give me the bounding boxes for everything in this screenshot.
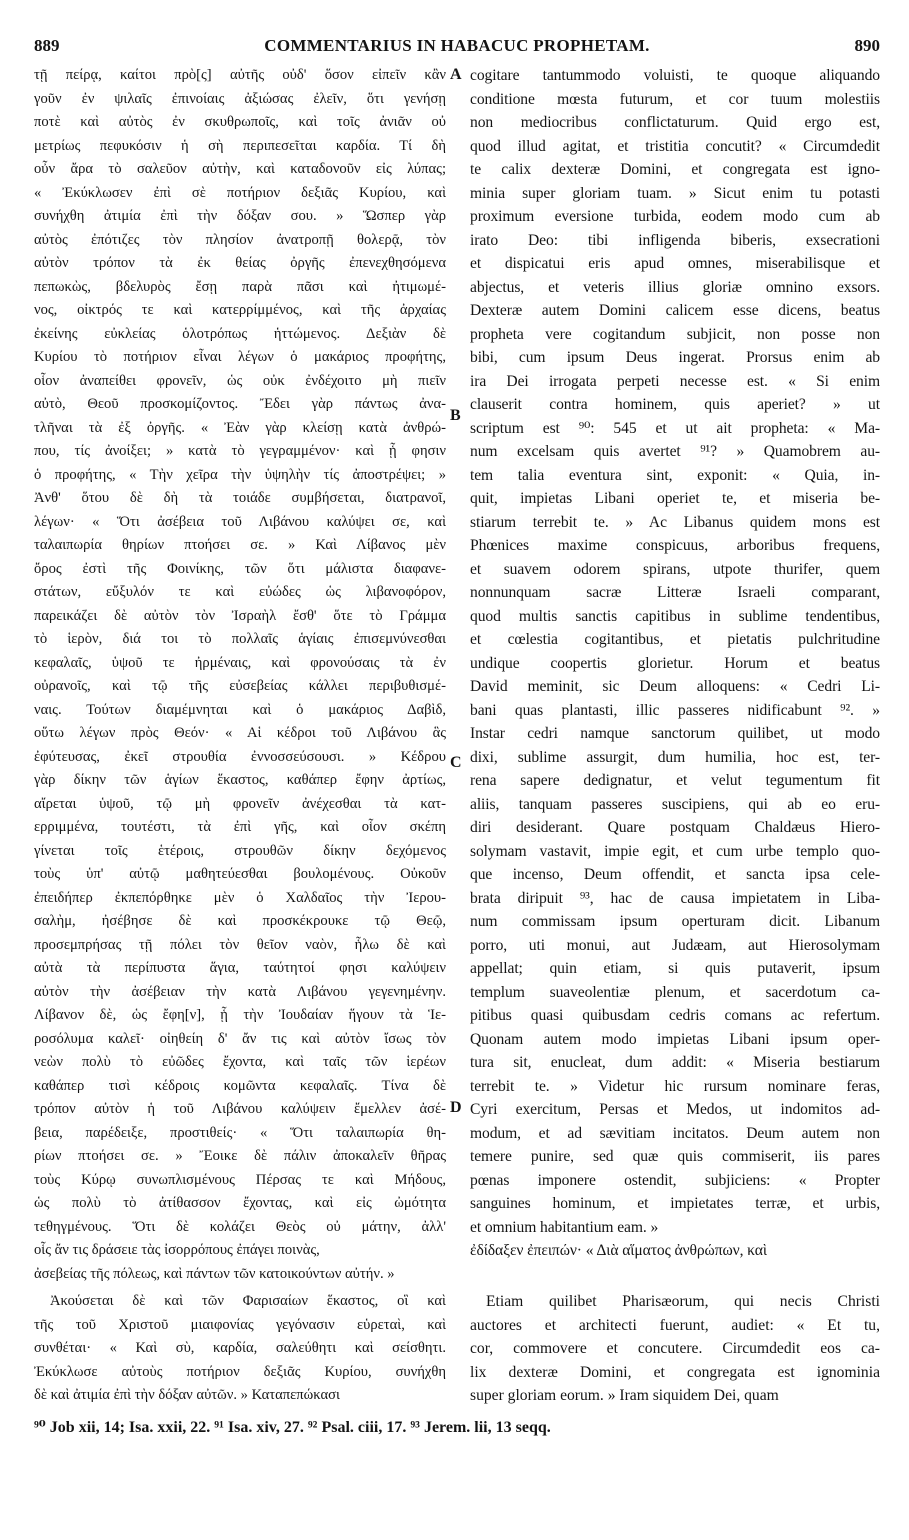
text-line: conditione mœsta futurum, et cor tuum molestiis (470, 90, 880, 108)
full-width-line: ἀσεβείας τῆς πόλεως, καὶ πάντων τῶν κατοικούντων αὐτήν. » (34, 1266, 395, 1282)
text-line: te calix dexteræ Domini, et congregata est igno- (470, 161, 880, 178)
text-line: ὡς πολὺ τὸ ἀτίθασσον ἔχοντας, καὶ εἰς ὠμότητα (34, 1195, 446, 1211)
full-width-line-container (34, 1263, 880, 1287)
text-line: diri desiderant. Quare postquam Chaldæus Hiero- (470, 819, 880, 836)
text-line: οἷον ἀναπείθει φρονεῖν, ὡς οὐκ ἐνδέχοιτο μὴ πιεῖν (34, 372, 446, 389)
text-line: γίνεται τοῖς ἑτέροις, στρουθῶν δίκην δεχόμενος (34, 842, 446, 859)
text-line: συνθέται· « Καὶ σὺ, καρδία, σαλεύθητι καὶ σείσθητι. (34, 1340, 446, 1356)
text-line: αὐτὸς ἐπότιζες τὸν πλησίον ἀνατροπῇ θολερᾷ, τὸν (34, 231, 446, 248)
text-line: Κυρίου τὸ ποτήριον εἶναι λέγων ὁ μακάριος προφήτης, (34, 349, 446, 365)
text-line: τοὺς ὑπ' αὐτῷ μαθητεύεσθαι βουλομένους. Οὐκοῦν (34, 866, 446, 882)
text-line: templum suaveolentiæ plenum, et sacerdotum ca- (470, 983, 880, 1001)
text-line: γὰρ δίκην τῶν ἁγίων ἕκαστος, καθάπερ ἔφην ἀρτίως, (34, 772, 446, 788)
text-line: βεια, παρέδειξε, προστιθείς· « Ὅτι ταλαιπωρία θη- (34, 1124, 446, 1141)
text-line: num excelsam quis avertet ⁹¹? » Quamobrem au- (470, 443, 880, 460)
text-line: συνήχθη ἀτιμία ἐπὶ τὴν δόξαν σου. » Ὥσπερ γὰρ (34, 208, 446, 224)
text-line: τλῆναι τὰ ἐξ ὀργῆς. « Ἐὰν γὰρ κλείσῃ κατὰ ἀνθρώ- (34, 419, 446, 436)
margin-marker-a: A (450, 66, 462, 83)
text-line: David meminit, sic Deum alloquens: « Cedri Li- (470, 678, 880, 695)
text-line: ναις. Τούτων διαμέμνηται καὶ ὁ μακάριος Δαβὶδ, (34, 701, 446, 718)
running-title: COMMENTARIUS IN HABACUC PROPHETAM. (264, 36, 650, 55)
text-line: ἐκείνης εὐκλείας ὁλοτρόπως ἡττώμενος. Δεξιὰν δὲ (34, 325, 446, 342)
text-line: dixi, sublime assurgit, dum humilia, hoc est, ter- (470, 748, 880, 766)
text-line: γοῦν ἐν ψιλαῖς ἐπινοίαις ἀξιώσας ἐλεῖν, ὅτι γενήσῃ (34, 90, 446, 107)
text-line: παρεικάζει δὲ αὐτὸν τὸν Ἰσραὴλ ἔσθ' ὅτε τὸ Γράμμα (34, 607, 446, 624)
text-line: ρίων πτοήσει σε. » Ἔοικε δὲ πάλιν ἀποκαλεῖν θῆρας (34, 1148, 446, 1164)
text-line: τοὺς Κύρῳ συνωπλισμένους Πέρσας τε καὶ Μήδους, (34, 1171, 446, 1188)
text-line: αὐτὸν τρόπον τὰ ἐκ θείας ὀργῆς ἐπενεχθησόμενα (34, 255, 446, 271)
text-line: σαλὴμ, ἠσέβησε δὲ καὶ προσκέκρουκε τῷ Θεῷ, (34, 913, 446, 929)
text-line: ταλαιπωρία θηρίων πτοήσει σε. » Καὶ Λίβανος μὲν (34, 537, 446, 553)
text-line: non mediocribus conflictaturum. Quid ergo est, (470, 114, 880, 131)
text-line: ποτὲ καὶ αὐτὸς ἐν σκυθρωποῖς, καὶ τοῖς ἀνιᾶν οὐ (34, 114, 446, 130)
text-line: auctores et architecti fuerunt, audiet: « Et tu, (470, 1316, 880, 1334)
text-line: ἐφύτευσας, ἐκεῖ στρουθία ἐννοσσεύσουσι. » Κέδρου (34, 748, 446, 765)
text-line: rena sapere dedignatur, et velut tegumentum fit (470, 772, 880, 789)
text-line: αὐτὰ τὰ περίπυστα ἅγια, ταύτητοί φησι καλύψειν (34, 960, 446, 976)
text-line: Etiam quilibet Pharisæorum, qui necis Christi (486, 1293, 880, 1310)
text-line: αἴρεται ὑψοῦ, τῷ μὴ φρονεῖν ἀνέχεσθαι τὰ κατ- (34, 795, 446, 812)
text-line: οὐρανοῖς, καὶ τῷ τῆς εὐσεβείας κάλλει περιβυθισμέ- (34, 678, 446, 694)
text-line: num commissam ipsum operturam dicit. Libanum (470, 913, 880, 930)
text-line: κεφαλαῖς, ὑψοῦ τε ἠρμέναις, καὶ φρονούσαις τὰ ἐν (34, 654, 446, 671)
text-line: pœnas imponere ostendit, subjiciens: « Propter (470, 1171, 880, 1189)
text-line: stiarum terrebit te. » Ac Libanus quidem mons est (470, 513, 880, 531)
text-line: Ἀκούσεται δὲ καὶ τῶν Φαρισαίων ἕκαστος, οἳ καὶ (50, 1293, 446, 1309)
text-line: abjectus, et veteris illius gloriæ omnino exsors. (470, 278, 880, 296)
text-line: clauserit contra hominem, quis aperiet? » ut (470, 396, 880, 413)
text-line: super gloriam eorum. » Iram siquidem Dei, quam (470, 1387, 779, 1404)
text-line: appellat; quin etiam, si quis putaverit, ipsum (470, 960, 880, 977)
text-line: bibi, cum ipsum Deus ingerat. Prorsus enim ab (470, 349, 880, 366)
text-line: brata diripuit ⁹³, hac de causa impietatem in Liba- (470, 889, 880, 907)
text-line: et cœlestia cogitantibus, et pietatis pulchritudine (470, 631, 880, 648)
text-line: τεθηγμένους. Ὅτι δὲ κολάζει Θεὸς οὐ μάτην, ἀλλ' (34, 1218, 446, 1235)
text-line: ἐδίδαξεν ἐπειπών· « Διὰ αἵματος ἀνθρώπων, καὶ (470, 1242, 767, 1259)
text-line: οὖν ἄρα τὸ σαλεῦον αὐτὴν, καὶ καταδονοῦν εἰς λύπας; (34, 161, 446, 177)
page-number-right: 890 (854, 36, 880, 55)
text-line: Phœnices maxime conspicuus, arboribus frequens, (470, 537, 880, 554)
margin-marker-c: C (450, 754, 462, 771)
text-line: quit, impietas Libani operiet te, et miseria be- (470, 490, 880, 507)
text-line: Ἐκύκλωσε αὐτοὺς ποτήριον δεξιᾶς Κυρίου, συνήχθη (34, 1363, 446, 1380)
text-line: que incenso, Deum offendit, et sancta ipsa cele- (470, 866, 880, 883)
latin-column (470, 64, 880, 1263)
text-line: Ἀνθ' ὅτου δὲ δὴ τὰ τοιάδε συμβήσεται, διατρανοῖ, (34, 490, 446, 506)
text-line: solymam vastavit, impie egit, et cum urbe templo quo- (470, 842, 880, 860)
text-line: quod multis sanctis capitibus in sublime tendentibus, (470, 607, 880, 625)
text-line: et omnium habitantium eam. » (470, 1218, 659, 1236)
text-line: sanguines hominum, et impietates terræ, et urbis, (470, 1195, 880, 1212)
text-line: νεὼν πολὺ τὸ εὐῶδες ἔχοντα, καὶ ταῖς τῶν ἱερέων (34, 1054, 446, 1070)
text-line: Instar cedri namque sanctorum quilibet, ut modo (470, 725, 880, 742)
text-line: ἐπειδήπερ ἐκπεπόρθηκε μὲν ὁ Χαλδαῖος τὴν Ἰερου- (34, 889, 446, 906)
text-line: πεπωκὼς, βδελυρὸς ἔσῃ παρὰ πᾶσι καὶ ἠτιμωμέ- (34, 278, 446, 295)
text-line: τρόπον αὐτὸν ἡ τοῦ Λιβάνου καλύψειν ἔμελλεν ἀσέ- (34, 1101, 446, 1117)
footnotes: ⁹⁰ Job xii, 14; Isa. xxii, 22. ⁹¹ Isa. xiv, 27. ⁹² Psal. ciii, 17. ⁹³ Jerem. lii, 13 seqq. (34, 1419, 551, 1436)
text-line: στάτων, εὔξυλόν τε καὶ εὐώδες ὡς λιβανοφόρον, (34, 584, 446, 600)
text-line: modum, et ad sævitiam incitatos. Deum autem non (470, 1124, 880, 1142)
text-line: Cyri exercitum, Persas et Medos, ut indomitos ad- (470, 1101, 880, 1118)
text-line: cogitare tantummodo voluisti, te quoque aliquando (470, 67, 880, 84)
greek-column-continued (34, 1290, 446, 1408)
text-line: nonnunquam sacræ Litteræ Israeli comparant, (470, 584, 880, 601)
text-line: cor, commovere et concutere. Circumdedit eos ca- (470, 1340, 880, 1357)
text-line: Quonam autem modo impietas Libani ipsum oper- (470, 1030, 880, 1048)
text-line: καθάπερ τισὶ κέδροις κομῶντα κεφαλαῖς. Τίνα δὲ (34, 1077, 446, 1094)
text-line: προσεμπρήσας τῇ πόλει τὸν θεῖον ναὸν, ἧλω δὲ καὶ (34, 936, 446, 953)
text-line: irato Deo: tibi infligenda biberis, exsecrationi (470, 231, 880, 249)
text-line: ira Dei irrogata perpeti necesse est. « Si enim (470, 372, 880, 390)
text-line: οἷς ἄν τις δράσειε τὰς ἰσορρόπους ἐπάγει ποινὰς, (34, 1242, 320, 1258)
text-line: οὕτω λέγων πρὸς Θεόν· « Αἱ κέδροι τοῦ Λιβάνου ἃς (34, 725, 446, 741)
text-line: scriptum est ⁹⁰: 545 et ut ait propheta: « Ma- (470, 419, 880, 437)
margin-marker-d: D (450, 1099, 462, 1116)
text-line: porro, uti monui, aut Judæam, aut Hierosolymam (470, 936, 880, 954)
text-line: που, τίς ἀνοίξει; » κατὰ τὸ γεγραμμένον· καὶ ᾗ φησιν (34, 443, 446, 459)
running-header (34, 36, 880, 60)
text-line: ὄρος ἐστὶ τῆς Φοινίκης, τῶν ὅτι μάλιστα διαφανε- (34, 560, 446, 577)
text-line: λέγων· « Ὅτι ἀσέβεια τοῦ Λιβάνου καλύψει σε, καὶ (34, 513, 446, 530)
text-line: quod illud agitat, et tristitia concutit? « Circumdedit (470, 137, 880, 155)
text-line: tem talia eventura sint, exponit: « Quia, in- (470, 466, 880, 484)
text-line: et dispicatui eris apud omnes, miserabilisque et (470, 255, 880, 272)
text-line: lix dexteræ Domini, et congregata est ignominia (470, 1363, 880, 1381)
text-line: proximum eversione turbida, eodem modo cum ab (470, 208, 880, 225)
text-line: Λίβανον δὲ, ὡς ἔφη[ν], ᾗ τὴν Ἰουδαίαν ἥγουν τὰ Ἱε- (34, 1007, 446, 1023)
text-line: αὐτὸ, Θεοῦ προσκομίζοντος. Ἔδει γὰρ πάντως ἀνα- (34, 396, 446, 412)
text-line: τῆς τοῦ Χριστοῦ μιαιφονίας γεγόνασιν εὑρεταὶ, καὶ (34, 1316, 446, 1333)
text-line: μετρίως πεφυκόσιν ἡ σὴ περιπεσεῖται καρδία. Τί δὴ (34, 137, 446, 154)
text-line: ερριμμένα, τουτέστι, τὰ ἐπὶ γῆς, καὶ οἷον σκέπη (34, 819, 446, 835)
greek-column (34, 64, 446, 1263)
text-line: terrebit te. » Videtur hic rursum nominare feras, (470, 1077, 880, 1095)
latin-column-continued (470, 1290, 880, 1408)
text-line: Dexteræ autem Domini calicem esse dicens, beatus (470, 302, 880, 319)
text-line: αὐτὸν τὴν ἀσέβειαν τὴν κατὰ Λιβάνου γεγενημένην. (34, 983, 446, 1000)
text-line: et suavem odorem spirans, utpote thurifer, quem (470, 560, 880, 578)
text-line: τὸ ἱερὸν, διά τοι τὸ πολλαῖς ἁγίαις ἐπισεμνύνεσθαι (34, 631, 446, 647)
text-line: undique coopertis glorietur. Horum et beatus (470, 654, 880, 672)
text-line: tura sit, enucleat, dum addit: « Miseria bestiarum (470, 1054, 880, 1071)
text-line: aliis, tanquam passeres suscipiens, qui ab eo eru- (470, 795, 880, 813)
text-line: bani quas plantasti, illic passeres nidificabunt ⁹². » (470, 701, 880, 719)
text-line: δὲ καὶ ἀτιμία ἐπὶ τὴν δόξαν αὐτῶν. » Καταπεπώκασι (34, 1387, 340, 1403)
text-line: temere punire, sed quæ quis commiserit, iis pares (470, 1148, 880, 1165)
text-line: ροσόλυμα καλεῖ· οἰηθείη δ' ἄν τις καὶ αὐτὸν ἴσως τὸν (34, 1030, 446, 1047)
margin-marker-b: B (450, 407, 461, 424)
text-line: ὁ προφήτης, « Τὴν χεῖρα τὴν ὑψηλὴν τίς ἀποστρέψει; » (34, 466, 446, 483)
text-line: τῇ πείρᾳ, καίτοι πρὸ[ς] αὐτῆς οὐδ' ὅσον εἰπεῖν κἂν (34, 67, 446, 83)
text-line: minia super gloriam tuam. » Sicut enim tu potasti (470, 184, 880, 202)
text-line: propheta vere cogitandum subjicit, non posse non (470, 325, 880, 343)
text-line: νος, οἰκτρός τε καὶ κατερρίμμένος, καὶ τῆς ἀρχαίας (34, 302, 446, 318)
text-line: pitibus quasi quibusdam cedris comans ac refertum. (470, 1007, 880, 1024)
text-line: « Ἐκύκλωσεν ἐπὶ σὲ ποτήριον δεξιᾶς Κυρίου, καὶ (34, 184, 446, 201)
page-number-left: 889 (34, 36, 60, 55)
